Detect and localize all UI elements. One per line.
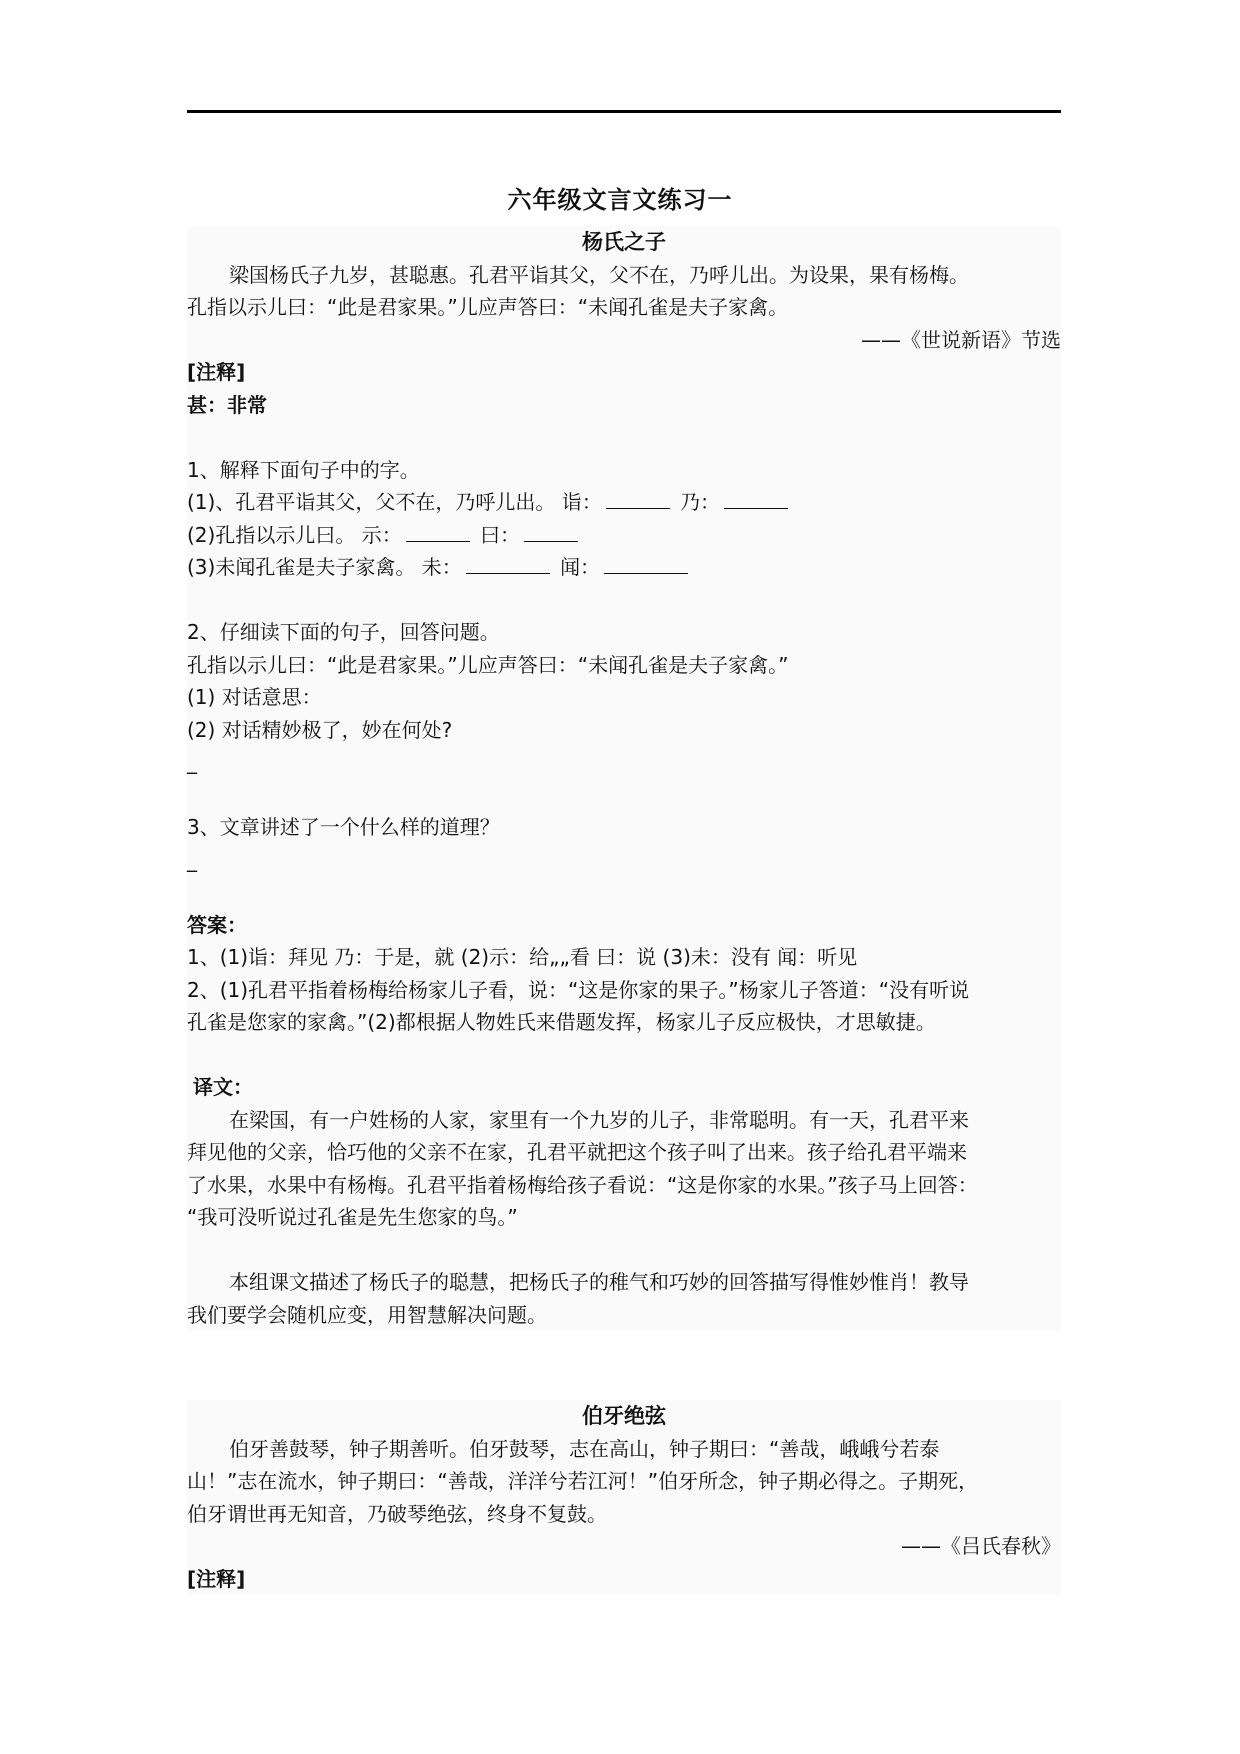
note-item: 甚：非常 <box>187 392 267 417</box>
passage-1-section <box>187 226 1061 1331</box>
notes-heading: [注释] <box>187 360 246 384</box>
answer-blank[interactable] <box>524 521 578 542</box>
answer-line[interactable]: _ <box>187 847 197 872</box>
question-1-item-3 <box>187 551 1061 584</box>
question-3-prompt: 3、文章讲述了一个什么样的道理？ <box>187 815 500 839</box>
translation-line: “我可没听说过孔雀是先生您家的鸟。” <box>187 1205 518 1229</box>
blank-label: 未： <box>421 555 462 579</box>
blank-label: 乃： <box>680 490 721 514</box>
item-text: (2)孔指以示儿曰。 <box>187 522 356 547</box>
answer-blank[interactable] <box>466 553 550 574</box>
question-1-prompt: 1、解释下面句子中的字。 <box>187 457 420 482</box>
answers-heading: 答案： <box>187 912 247 937</box>
passage-2-source: ——《吕氏春秋》 <box>901 1534 1061 1558</box>
question-2-quote: 孔指以示儿曰：“此是君家果。”儿应声答曰：“未闻孔雀是夫子家禽。” <box>187 652 789 677</box>
answer-blank[interactable] <box>604 553 688 574</box>
summary-line: 我们要学会随机应变，用智慧解决问题。 <box>187 1302 547 1327</box>
question-2-prompt: 2、仔细读下面的句子，回答问题。 <box>187 620 500 644</box>
passage-2-line: 伯牙善鼓琴，钟子期善听。伯牙鼓琴，志在高山，钟子期曰：“善哉，峨峨兮若泰 <box>229 1436 940 1461</box>
passage-1-line: 梁国杨氏子九岁，甚聪惠。孔君平诣其父，父不在，乃呼儿出。为设果，果有杨梅。 <box>229 262 969 287</box>
translation-heading: 译文： <box>193 1075 253 1099</box>
passage-2-section <box>187 1400 1061 1595</box>
blank-label: 曰： <box>480 522 521 547</box>
answer-blank[interactable] <box>724 488 788 509</box>
item-text: (1)、孔君平诣其父，父不在，乃呼儿出。 <box>187 490 556 514</box>
passage-1-title: 杨氏之子 <box>582 230 666 254</box>
blank-label: 诣： <box>561 490 602 514</box>
answer-line-text: 孔雀是您家的家禽。”(2)都根据人物姓氏来借题发挥，杨家儿子反应极快，才思敏捷。 <box>187 1010 936 1034</box>
translation-line: 了水果，水果中有杨梅。孔君平指着杨梅给孩子看说：“这是你家的水果。”孩子马上回答： <box>187 1172 978 1197</box>
item-text: (3)未闻孔雀是夫子家禽。 <box>187 555 416 579</box>
answer-line-text: 1、(1)诣：拜见 乃：于是，就 (2)示：给„„看 曰：说 (3)未：没有 闻：听见 <box>187 945 858 969</box>
answer-blank[interactable] <box>406 521 470 542</box>
answer-line-text: 2、(1)孔君平指着杨梅给杨家儿子看，说：“这是你家的果子。”杨家儿子答道：“没有听说 <box>187 977 970 1002</box>
answer-line[interactable]: _ <box>187 750 197 774</box>
question-2-sub-2: (2) 对话精妙极了，妙在何处? <box>187 717 453 742</box>
question-2-sub-1: (1) 对话意思： <box>187 685 322 709</box>
summary-line: 本组课文描述了杨氏子的聪慧，把杨氏子的稚气和巧妙的回答描写得惟妙惟肖！教导 <box>229 1270 969 1294</box>
document-title: 六年级文言文练习一 <box>507 186 733 214</box>
passage-2-line: 伯牙谓世再无知音，乃破琴绝弦，终身不复鼓。 <box>187 1501 607 1526</box>
translation-line: 在梁国，有一户姓杨的人家，家里有一个九岁的儿子，非常聪明。有一天，孔君平来 <box>229 1107 969 1132</box>
question-1-item-2 <box>187 519 1061 552</box>
passage-2-line: 山！”志在流水，钟子期曰：“善哉，洋洋兮若江河！”伯牙所念，钟子期必得之。子期死， <box>187 1469 979 1493</box>
passage-1-source: ——《世说新语》节选 <box>861 327 1061 352</box>
answer-blank[interactable] <box>606 488 670 509</box>
blank-label: 闻： <box>560 555 601 579</box>
header-rule <box>187 110 1061 113</box>
translation-line: 拜见他的父亲，恰巧他的父亲不在家，孔君平就把这个孩子叫了出来。孩子给孔君平端来 <box>187 1140 967 1164</box>
passage-1-line: 孔指以示儿曰：“此是君家果。”儿应声答曰：“未闻孔雀是夫子家禽。 <box>187 295 789 319</box>
passage-2-title: 伯牙绝弦 <box>582 1404 666 1428</box>
question-1-item-1 <box>187 486 1061 519</box>
notes-heading: [注释] <box>187 1566 246 1591</box>
blank-label: 示： <box>361 522 402 547</box>
